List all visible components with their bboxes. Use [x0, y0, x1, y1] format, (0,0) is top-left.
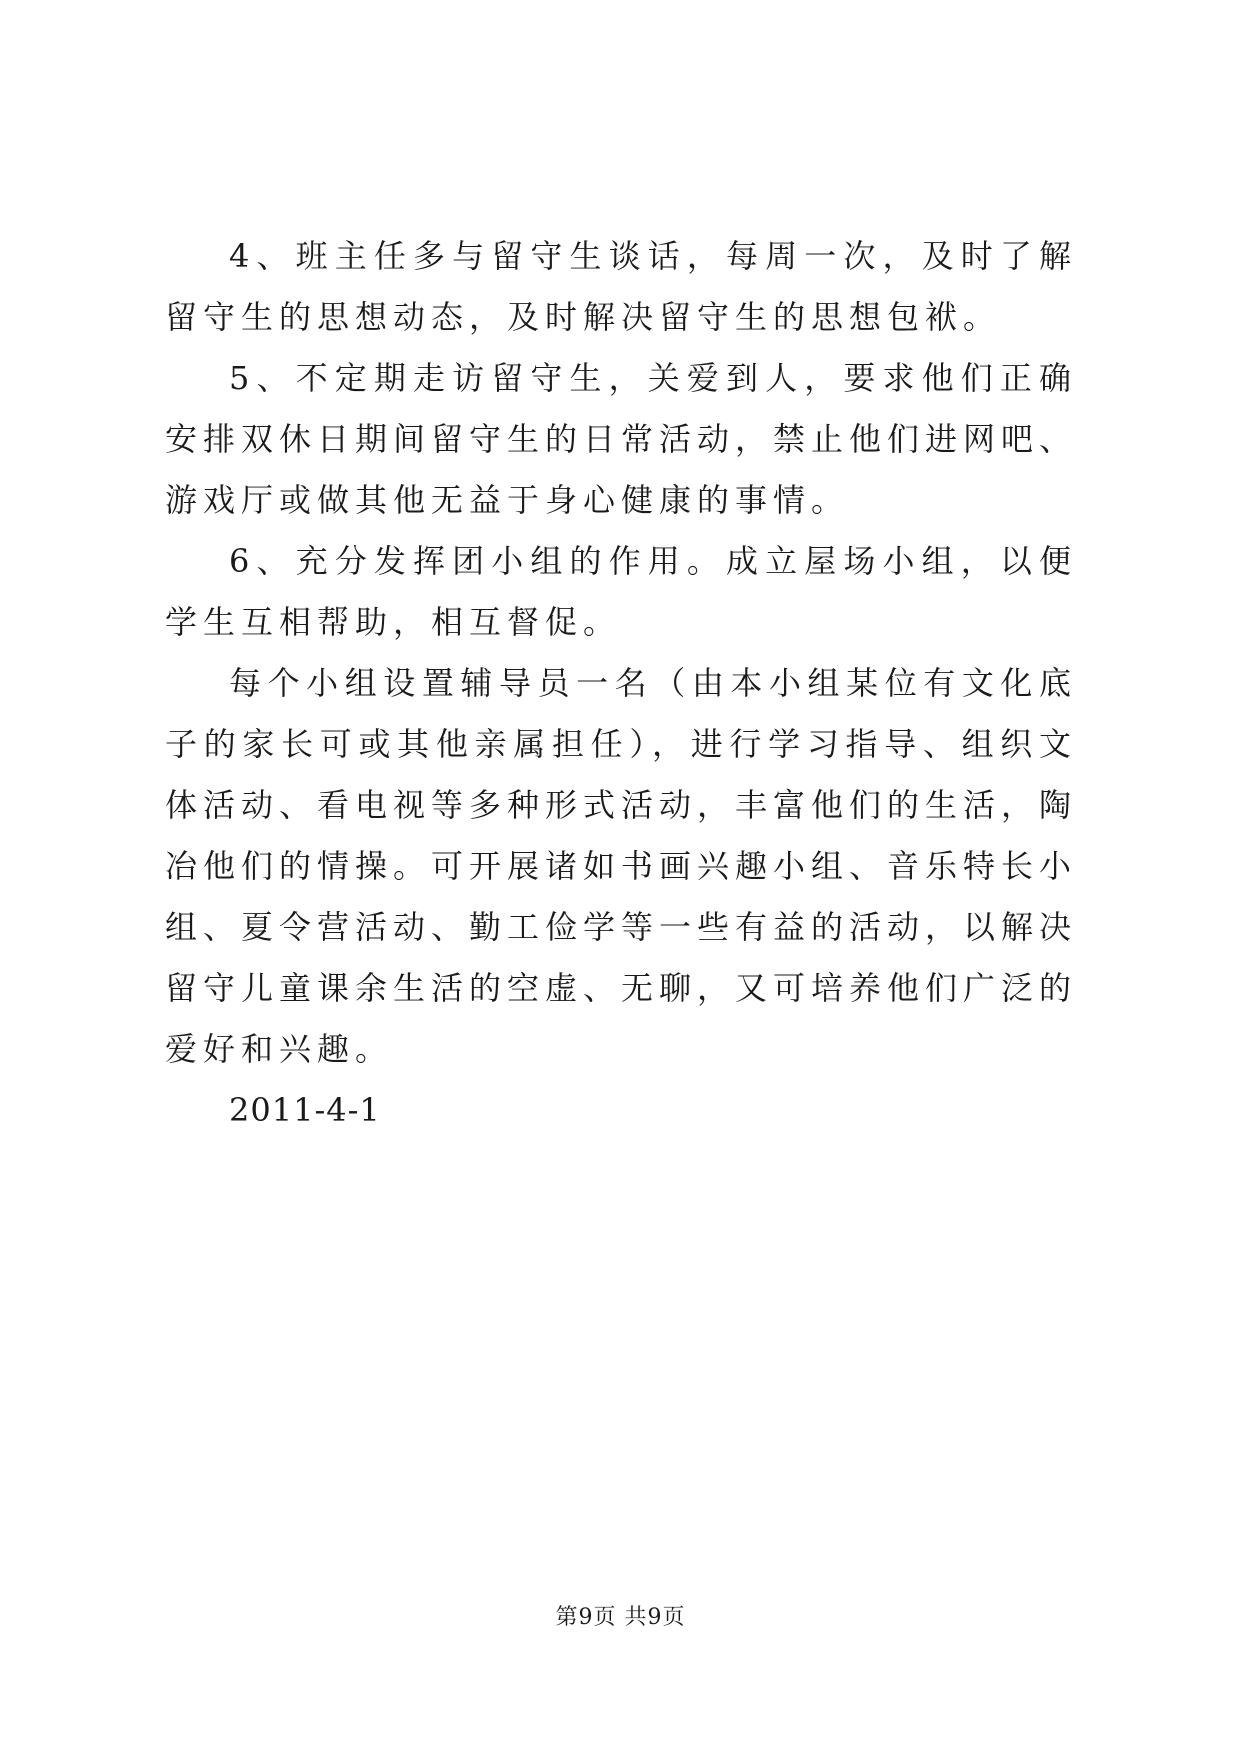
- document-body: [165, 226, 1077, 1141]
- paragraph-item-5: 5、不定期走访留守生，关爱到人，要求他们正确安排双休日期间留守生的日常活动，禁止他们进网吧、游戏厅或做其他无益于身心健康的事情。: [165, 359, 1078, 519]
- document-date: 2011-4-1: [229, 1091, 381, 1129]
- paragraph-item-4: 4、班主任多与留守生谈话，每周一次，及时了解留守生的思想动态，及时解决留守生的思想包袱。: [165, 237, 1077, 336]
- page-footer: 第9页 共9页: [555, 1605, 686, 1630]
- paragraph-item-6: 6、充分发挥团小组的作用。成立屋场小组，以便学生互相帮助，相互督促。: [165, 542, 1077, 641]
- paragraph-counselor: 每个小组设置辅导员一名（由本小组某位有文化底子的家长可或其他亲属担任），进行学习指导、组织文体活动、看电视等多种形式活动，丰富他们的生活，陶冶他们的情操。可开展诸如书画兴趣小组、音乐特长小组、夏令营活动、勤工俭学等一些有益的活动，以解决留守儿童课余生活的空虚、无聊，又可培养他们广泛的爱好和兴趣。: [165, 664, 1078, 1068]
